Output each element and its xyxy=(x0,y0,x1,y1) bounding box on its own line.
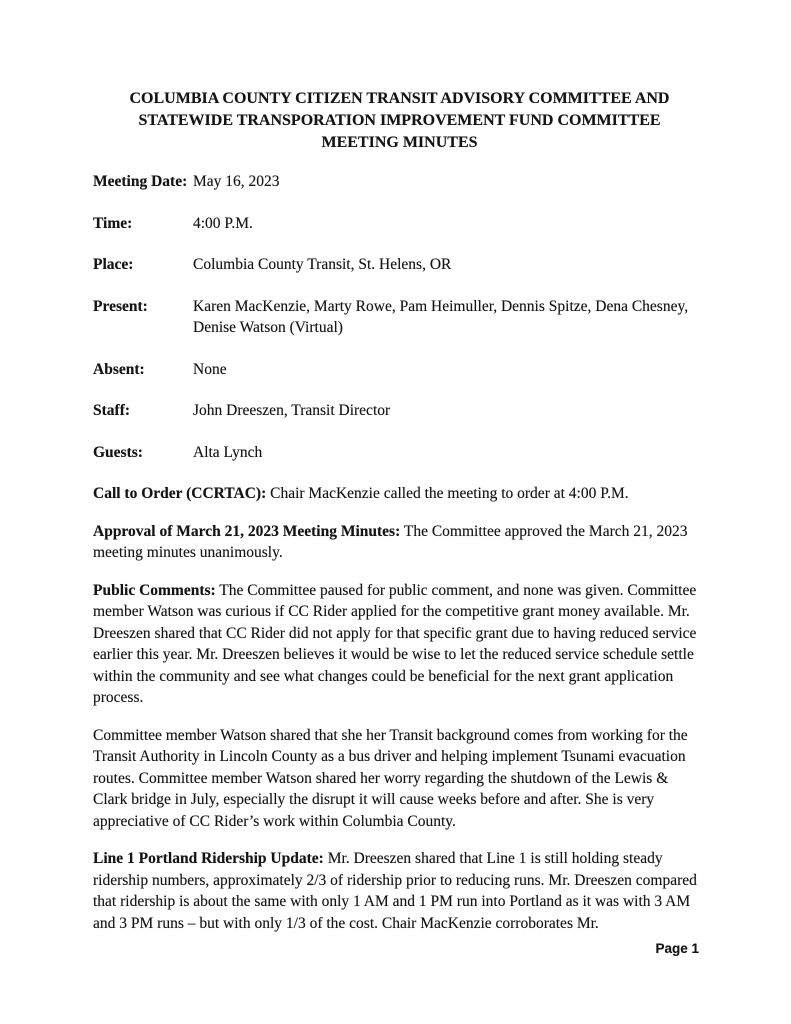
title-line-2: STATEWIDE TRANSPORATION IMPROVEMENT FUND COMMITTEE xyxy=(138,112,661,129)
document-title xyxy=(93,88,706,154)
meta-row-time xyxy=(93,213,706,235)
paragraph-call-to-order-lead: Call to Order (CCRTAC): xyxy=(93,485,267,502)
paragraph-public-comments-text: The Committee paused for public comment, and none was given. Committee member Watson was curious if CC Rider applied for the competitive grant money available. Mr. Dreeszen shared that CC Rider did not apply for that specific grant due to having reduced service earlier this year. Mr. Dreeszen believes it would be wise to let the reduced service schedule settle within the community and see what changes could be beneficial for the next grant application process. xyxy=(93,581,697,706)
meta-label-time: Time: xyxy=(93,214,133,232)
meta-value-guests: Alta Lynch xyxy=(193,443,263,461)
meta-value-absent: None xyxy=(193,360,227,378)
title-line-1: COLUMBIA COUNTY CITIZEN TRANSIT ADVISORY COMMITTEE AND xyxy=(129,90,670,107)
meta-value-staff: John Dreeszen, Transit Director xyxy=(193,402,391,419)
page-number: Page 1 xyxy=(655,941,699,956)
paragraph-line1-ridership-lead: Line 1 Portland Ridership Update: xyxy=(93,850,324,867)
meta-row-absent xyxy=(93,359,706,381)
paragraph-approval-minutes-text: The Committee approved the March 21, 2023 meeting minutes unanimously. xyxy=(93,522,688,561)
meta-row-guests xyxy=(93,442,706,464)
document-content xyxy=(93,88,706,950)
paragraph-approval-minutes-lead: Approval of March 21, 2023 Meeting Minutes: xyxy=(93,522,401,540)
meta-row-meeting-date xyxy=(93,171,706,193)
meta-label-present: Present: xyxy=(93,297,148,315)
meta-label-place: Place: xyxy=(93,256,134,273)
meta-row-present xyxy=(93,296,706,339)
meta-label-absent: Absent: xyxy=(93,360,145,378)
paragraph-public-comments xyxy=(93,580,706,709)
meta-value-place: Columbia County Transit, St. Helens, OR xyxy=(193,256,452,273)
paragraph-public-comments-lead: Public Comments: xyxy=(93,581,216,599)
meta-row-place xyxy=(93,254,706,276)
paragraph-line1-ridership-text: Mr. Dreeszen shared that Line 1 is still holding steady ridership numbers, approximately 2/3 of ridership prior to reducing runs. Mr. Dreeszen compared that ridership is about the same with only 1 AM and 1 PM run into Portland as it was with 3 AM and 3 PM runs – but with only 1/3 of the cost. Chair MacKenzie corroborates Mr. xyxy=(93,850,697,932)
meta-value-present: Karen MacKenzie, Marty Rowe, Pam Heimuller, Dennis Spitze, Dena Chesney, Denise Watson (Virtual) xyxy=(193,297,689,336)
paragraph-watson-background xyxy=(93,725,706,833)
title-line-3: MEETING MINUTES xyxy=(321,134,478,151)
meta-label-meeting-date: Meeting Date: xyxy=(93,173,188,190)
meta-label-staff: Staff: xyxy=(93,402,131,419)
paragraph-line1-ridership xyxy=(93,848,706,934)
paragraph-call-to-order xyxy=(93,483,706,505)
meta-row-staff xyxy=(93,400,706,422)
paragraph-call-to-order-text: Chair MacKenzie called the meeting to order at 4:00 P.M. xyxy=(266,485,629,502)
paragraph-approval-minutes xyxy=(93,521,706,564)
meta-label-guests: Guests: xyxy=(93,443,143,461)
meta-value-time: 4:00 P.M. xyxy=(193,214,253,232)
meta-value-meeting-date: May 16, 2023 xyxy=(193,173,280,190)
paragraph-watson-background-text: Committee member Watson shared that she her Transit background comes from working for the Transit Authority in Lincoln County as a bus driver and helping implement Tsunami evacuation routes. Committee member Watson shared her worry regarding the shutdown of the Lewis & Clark bridge in July, especially the disrupt it will cause weeks before and after. She is very appreciative of CC Rider’s work within Columbia County. xyxy=(93,726,688,830)
